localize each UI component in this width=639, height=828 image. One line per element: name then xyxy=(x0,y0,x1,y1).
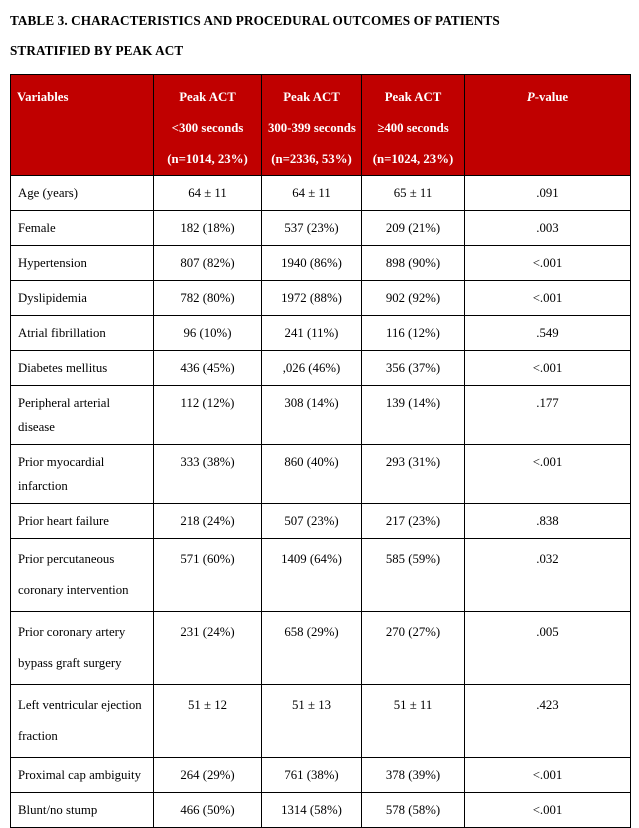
cell-group-2 xyxy=(262,793,362,828)
table-caption-line-2: STRATIFIED BY PEAK ACT xyxy=(10,43,184,58)
cell-group-2-text: 537 (23%) xyxy=(284,221,339,235)
table-row xyxy=(11,504,631,539)
column-header-variables xyxy=(11,75,154,176)
cell-variable-text: Blunt/no stump xyxy=(18,803,98,817)
cell-group-3-text: 116 (12%) xyxy=(386,326,440,340)
cell-pvalue xyxy=(465,351,631,386)
cell-group-2-text: 1940 (86%) xyxy=(281,256,342,270)
cell-pvalue xyxy=(465,504,631,539)
table-row xyxy=(11,211,631,246)
cell-group-3-text: 585 (59%) xyxy=(385,552,441,566)
column-header-group-1-label: Peak ACT xyxy=(179,90,236,104)
cell-group-1-text: 112 (12%) xyxy=(180,396,235,410)
cell-group-2 xyxy=(262,211,362,246)
cell-group-1-text: 436 (45%) xyxy=(180,361,235,375)
table-row xyxy=(11,281,631,316)
cell-variable xyxy=(11,539,154,612)
table-header xyxy=(11,75,631,176)
cell-group-2 xyxy=(262,445,362,504)
column-header-group-2 xyxy=(262,75,362,176)
cell-group-3-text: 209 (21%) xyxy=(385,221,441,235)
cell-group-1 xyxy=(154,445,262,504)
cell-variable xyxy=(11,504,154,539)
cell-group-1 xyxy=(154,281,262,316)
cell-variable xyxy=(11,612,154,685)
cell-group-2-text: 658 (29%) xyxy=(284,625,339,639)
table-row xyxy=(11,539,631,612)
cell-variable-text: Prior myocardial infarction xyxy=(18,455,105,493)
cell-group-2 xyxy=(262,539,362,612)
cell-group-3 xyxy=(362,612,465,685)
cell-group-2 xyxy=(262,351,362,386)
cell-group-2-text: 860 (40%) xyxy=(284,455,339,469)
cell-group-3-text: 356 (37%) xyxy=(385,361,441,375)
cell-variable xyxy=(11,351,154,386)
cell-group-1-text: 64 ± 11 xyxy=(188,186,227,200)
cell-pvalue xyxy=(465,793,631,828)
cell-variable xyxy=(11,793,154,828)
cell-group-3-text: 898 (90%) xyxy=(385,256,441,270)
cell-group-3-text: 578 (58%) xyxy=(385,803,441,817)
cell-variable-text: Dyslipidemia xyxy=(18,291,87,305)
cell-group-2 xyxy=(262,504,362,539)
cell-pvalue-text: .091 xyxy=(536,186,559,200)
cell-pvalue xyxy=(465,685,631,758)
cell-group-2-text: 507 (23%) xyxy=(284,514,339,528)
cell-pvalue-text: <.001 xyxy=(532,803,563,817)
table-container xyxy=(10,74,630,828)
cell-variable xyxy=(11,176,154,211)
cell-group-1 xyxy=(154,176,262,211)
column-header-group-1 xyxy=(154,75,262,176)
cell-variable xyxy=(11,386,154,445)
table-row xyxy=(11,612,631,685)
cell-variable xyxy=(11,758,154,793)
cell-group-1 xyxy=(154,793,262,828)
table-row xyxy=(11,246,631,281)
cell-pvalue xyxy=(465,386,631,445)
column-header-group-3-range: ≥400 seconds xyxy=(377,121,449,135)
cell-group-3-text: 270 (27%) xyxy=(385,625,441,639)
cell-group-1 xyxy=(154,612,262,685)
cell-group-3 xyxy=(362,211,465,246)
column-header-group-2-label: Peak ACT xyxy=(283,90,340,104)
table-caption xyxy=(10,6,630,66)
cell-group-1-text: 51 ± 12 xyxy=(187,698,227,712)
column-header-group-1-range: <300 seconds xyxy=(171,121,244,135)
cell-variable-text: Left ventricular ejection fraction xyxy=(18,698,142,743)
cell-group-2 xyxy=(262,176,362,211)
cell-group-2-text: 1972 (88%) xyxy=(281,291,342,305)
cell-group-1-text: 782 (80%) xyxy=(180,291,235,305)
table-row xyxy=(11,351,631,386)
cell-group-1 xyxy=(154,246,262,281)
cell-group-2 xyxy=(262,685,362,758)
cell-group-3-text: 51 ± 11 xyxy=(393,698,433,712)
cell-group-1 xyxy=(154,504,262,539)
cell-group-1-text: 96 (10%) xyxy=(183,326,232,340)
cell-pvalue-text: .177 xyxy=(536,396,559,410)
column-header-pvalue-suffix: -value xyxy=(534,90,569,104)
cell-group-1-text: 571 (60%) xyxy=(180,552,235,566)
cell-pvalue xyxy=(465,211,631,246)
cell-pvalue-text: .838 xyxy=(536,514,559,528)
cell-group-1 xyxy=(154,316,262,351)
cell-group-1-text: 333 (38%) xyxy=(180,455,235,469)
cell-pvalue-text: <.001 xyxy=(532,455,563,469)
cell-group-1 xyxy=(154,539,262,612)
column-header-pvalue xyxy=(465,75,631,176)
table-row xyxy=(11,316,631,351)
cell-group-1 xyxy=(154,758,262,793)
cell-variable-text: Hypertension xyxy=(18,256,87,270)
column-header-group-1-count: (n=1014, 23%) xyxy=(167,152,248,166)
cell-group-2 xyxy=(262,316,362,351)
cell-group-1 xyxy=(154,685,262,758)
table-row xyxy=(11,685,631,758)
cell-variable-text: Prior heart failure xyxy=(18,514,109,528)
column-header-group-3 xyxy=(362,75,465,176)
column-header-group-2-count: (n=2336, 53%) xyxy=(271,152,352,166)
cell-pvalue-text: .549 xyxy=(536,326,559,340)
cell-pvalue-text: .005 xyxy=(536,625,559,639)
cell-group-1 xyxy=(154,211,262,246)
cell-variable xyxy=(11,246,154,281)
cell-group-2-text: 1409 (64%) xyxy=(281,552,342,566)
cell-pvalue xyxy=(465,445,631,504)
cell-group-3-text: 65 ± 11 xyxy=(393,186,433,200)
column-header-group-3-count: (n=1024, 23%) xyxy=(372,152,454,166)
cell-group-2 xyxy=(262,246,362,281)
cell-variable-text: Proximal cap ambiguity xyxy=(18,768,141,782)
cell-variable-text: Age (years) xyxy=(18,186,79,200)
table-caption-line-1: TABLE 3. CHARACTERISTICS AND PROCEDURAL OUTCOMES OF PATIENTS xyxy=(10,13,500,28)
cell-group-3 xyxy=(362,504,465,539)
cell-group-3 xyxy=(362,445,465,504)
cell-group-1-text: 264 (29%) xyxy=(180,768,235,782)
table-row xyxy=(11,386,631,445)
cell-pvalue-text: .032 xyxy=(536,552,559,566)
cell-group-3 xyxy=(362,793,465,828)
cell-group-1-text: 807 (82%) xyxy=(180,256,235,270)
cell-pvalue-text: <.001 xyxy=(532,361,563,375)
cell-group-3-text: 139 (14%) xyxy=(385,396,441,410)
cell-group-3 xyxy=(362,281,465,316)
cell-group-2-text: 1314 (58%) xyxy=(281,803,342,817)
cell-pvalue xyxy=(465,281,631,316)
cell-variable xyxy=(11,211,154,246)
cell-pvalue-text: <.001 xyxy=(532,256,563,270)
cell-variable xyxy=(11,445,154,504)
cell-group-1 xyxy=(154,386,262,445)
cell-pvalue-text: <.001 xyxy=(532,768,563,782)
cell-group-3 xyxy=(362,246,465,281)
cell-group-1 xyxy=(154,351,262,386)
cell-group-3 xyxy=(362,386,465,445)
cell-group-3-text: 378 (39%) xyxy=(385,768,441,782)
cell-group-2-text: 241 (11%) xyxy=(284,326,339,340)
cell-group-3-text: 217 (23%) xyxy=(385,514,441,528)
cell-group-2 xyxy=(262,386,362,445)
cell-pvalue-text: .003 xyxy=(536,221,559,235)
cell-group-2-text: ,026 (46%) xyxy=(282,361,341,375)
column-header-pvalue-symbol: P xyxy=(526,90,535,104)
cell-variable-text: Female xyxy=(18,221,56,235)
cell-group-3 xyxy=(362,539,465,612)
cell-pvalue xyxy=(465,539,631,612)
table-row xyxy=(11,176,631,211)
cell-group-1-text: 231 (24%) xyxy=(180,625,235,639)
cell-variable-text: Prior coronary artery bypass graft surgery xyxy=(18,625,126,670)
cell-pvalue xyxy=(465,612,631,685)
cell-variable-text: Atrial fibrillation xyxy=(18,326,106,340)
cell-group-3 xyxy=(362,685,465,758)
cell-group-2-text: 761 (38%) xyxy=(284,768,339,782)
column-header-group-2-range: 300-399 seconds xyxy=(268,121,356,135)
table-body xyxy=(11,176,631,828)
cell-group-2-text: 64 ± 11 xyxy=(292,186,331,200)
characteristics-table xyxy=(10,74,631,828)
cell-group-3 xyxy=(362,351,465,386)
cell-pvalue xyxy=(465,246,631,281)
cell-group-1-text: 182 (18%) xyxy=(180,221,235,235)
cell-group-2 xyxy=(262,758,362,793)
cell-group-2-text: 308 (14%) xyxy=(284,396,339,410)
cell-variable-text: Peripheral arterial disease xyxy=(18,396,111,434)
table-header-row xyxy=(11,75,631,176)
table-row xyxy=(11,758,631,793)
cell-variable-text: Prior percutaneous coronary intervention xyxy=(18,552,129,597)
cell-group-1-text: 466 (50%) xyxy=(180,803,235,817)
cell-pvalue xyxy=(465,176,631,211)
cell-variable-text: Diabetes mellitus xyxy=(18,361,108,375)
column-header-variables-label: Variables xyxy=(17,90,69,104)
cell-pvalue-text: <.001 xyxy=(532,291,563,305)
cell-group-3-text: 293 (31%) xyxy=(385,455,441,469)
cell-group-2 xyxy=(262,281,362,316)
cell-group-1-text: 218 (24%) xyxy=(180,514,235,528)
cell-pvalue xyxy=(465,758,631,793)
cell-group-3 xyxy=(362,176,465,211)
table-row xyxy=(11,793,631,828)
cell-group-2 xyxy=(262,612,362,685)
cell-group-2-text: 51 ± 13 xyxy=(291,698,331,712)
cell-variable xyxy=(11,685,154,758)
cell-variable xyxy=(11,281,154,316)
cell-variable xyxy=(11,316,154,351)
table-row xyxy=(11,445,631,504)
cell-group-3-text: 902 (92%) xyxy=(385,291,441,305)
column-header-group-3-label: Peak ACT xyxy=(384,90,442,104)
cell-group-3 xyxy=(362,758,465,793)
cell-pvalue-text: .423 xyxy=(536,698,559,712)
cell-pvalue xyxy=(465,316,631,351)
cell-group-3 xyxy=(362,316,465,351)
